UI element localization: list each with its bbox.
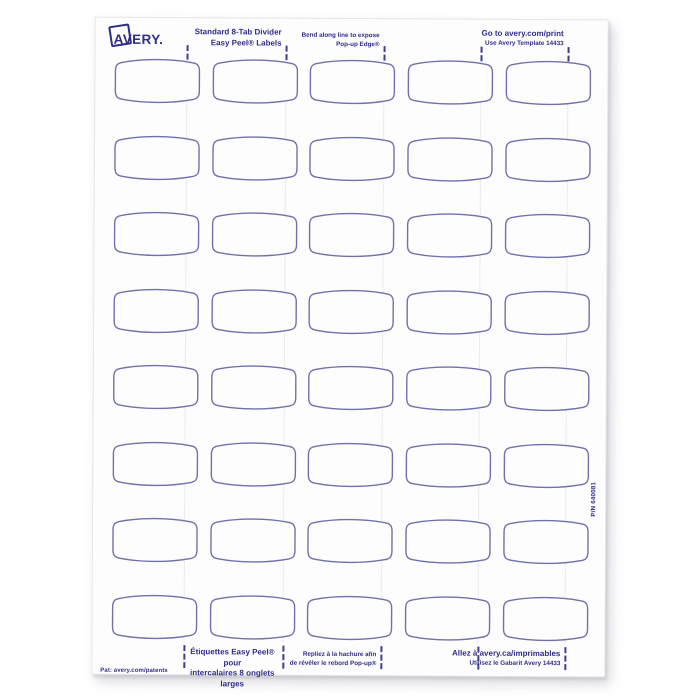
divider-label [503, 289, 591, 335]
divider-label [307, 288, 395, 334]
divider-label-shape [501, 595, 589, 641]
header-bend-instruction [274, 32, 380, 50]
divider-label-shape [503, 289, 591, 335]
header-product-title [182, 27, 282, 49]
divider-label [308, 135, 396, 181]
divider-label-shape [502, 366, 590, 412]
divider-label-shape [504, 136, 592, 182]
divider-label [502, 366, 590, 412]
divider-label [112, 364, 200, 410]
footer-product-title-fr [184, 647, 280, 690]
divider-label [406, 212, 494, 258]
header-web-instruction [454, 29, 564, 49]
divider-label-shape [307, 365, 395, 411]
divider-label [308, 212, 396, 258]
divider-label [404, 442, 492, 488]
divider-label [406, 59, 494, 105]
footer-web-fr-line1: Allez à avery.ca/imprimables [452, 648, 561, 659]
divider-label [503, 213, 591, 259]
header-bend-line2: Pop-up Edge® [336, 40, 380, 48]
divider-label [211, 135, 299, 181]
divider-label [404, 518, 492, 564]
divider-label [210, 211, 298, 257]
divider-label [113, 134, 201, 180]
label-sheet [91, 17, 608, 688]
divider-label-shape [404, 595, 492, 641]
divider-label [404, 595, 492, 641]
divider-label [211, 58, 299, 104]
divider-label-shape [406, 136, 494, 182]
divider-label-shape [208, 594, 296, 640]
label-grid [110, 58, 592, 642]
divider-label-shape [406, 59, 494, 105]
divider-label-shape [111, 440, 199, 486]
footer-bend-fr-line2: de révéler le rebord Pop-up® [289, 659, 377, 667]
divider-label [502, 442, 590, 488]
divider-label-shape [210, 288, 298, 334]
divider-label [209, 441, 297, 487]
divider-label [309, 59, 397, 105]
divider-label [504, 60, 592, 106]
divider-label-shape [113, 134, 201, 180]
divider-label-shape [112, 364, 200, 410]
divider-label [405, 289, 493, 335]
divider-label [113, 58, 201, 104]
divider-label-shape [110, 593, 198, 639]
header-bend-line1: Bend along line to expose [301, 31, 380, 40]
divider-label [504, 136, 592, 182]
divider-label-shape [405, 289, 493, 335]
footer-web-fr-line2: Utilisez le Gabarit Avery 14433 [469, 659, 561, 667]
footer-bend-fr-line1: Repliez à la hachure afin [302, 650, 377, 659]
divider-label [111, 440, 199, 486]
divider-label-shape [111, 517, 199, 563]
divider-label [405, 365, 493, 411]
divider-label-shape [211, 58, 299, 104]
divider-label-shape [309, 59, 397, 105]
divider-label [209, 364, 297, 410]
divider-label-shape [308, 135, 396, 181]
footer-product-fr-line2: intercalaires 8 onglets larges [190, 668, 275, 688]
divider-label [208, 594, 296, 640]
avery-logo-text: AVERY. [113, 31, 164, 48]
divider-label-shape [112, 287, 200, 333]
divider-label [110, 593, 198, 639]
divider-label-shape [113, 58, 201, 104]
divider-label-shape [406, 212, 494, 258]
fold-mark-dash [564, 647, 566, 670]
divider-label-shape [307, 288, 395, 334]
divider-label-shape [211, 135, 299, 181]
divider-label [210, 288, 298, 334]
divider-label [307, 441, 395, 487]
header-web-line2: Use Avery Template 14433 [485, 39, 564, 47]
footer-web-instruction-fr [440, 648, 560, 668]
divider-label-shape [209, 517, 297, 563]
divider-label-shape [502, 519, 590, 565]
part-number: P/N 640081 [589, 481, 597, 517]
divider-label [209, 517, 297, 563]
avery-logo [112, 28, 174, 54]
divider-label-shape [306, 594, 394, 640]
divider-label [501, 595, 589, 641]
divider-label-shape [308, 212, 396, 258]
divider-label [112, 211, 200, 257]
divider-label [111, 517, 199, 563]
divider-label [502, 519, 590, 565]
divider-label-shape [210, 211, 298, 257]
footer-product-fr-line1: Étiquettes Easy Peel® pour [190, 647, 275, 667]
divider-label-shape [502, 442, 590, 488]
divider-label-shape [504, 60, 592, 106]
header-product-line2: Easy Peel® Labels [210, 37, 282, 48]
divider-label-shape [209, 364, 297, 410]
fold-mark-dash [380, 646, 382, 669]
divider-label-shape [306, 518, 394, 564]
header-web-line1: Go to avery.com/print [481, 28, 564, 39]
footer-bend-instruction-fr [270, 651, 376, 669]
divider-label [307, 365, 395, 411]
divider-label-shape [404, 518, 492, 564]
patent-notice: Pat: avery.com/patents [100, 667, 168, 675]
divider-label [306, 594, 394, 640]
header-product-line1: Standard 8-Tab Divider [194, 27, 282, 37]
divider-label-shape [112, 211, 200, 257]
divider-label-shape [307, 441, 395, 487]
divider-label [112, 287, 200, 333]
divider-label-shape [404, 442, 492, 488]
divider-label-shape [209, 441, 297, 487]
divider-label [306, 518, 394, 564]
divider-label-shape [503, 213, 591, 259]
divider-label-shape [405, 365, 493, 411]
divider-label [406, 136, 494, 182]
